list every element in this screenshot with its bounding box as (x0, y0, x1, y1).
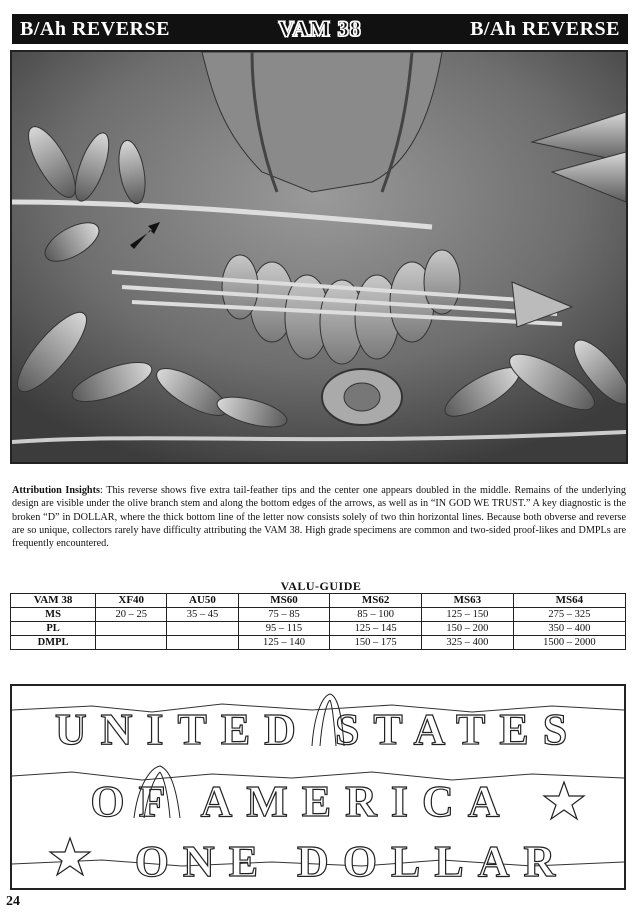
legend-line-2: OF AMERICA (90, 777, 514, 826)
column-header: MS64 (513, 594, 625, 608)
table-cell: 1500 – 2000 (513, 636, 625, 650)
insights-text: : This reverse shows five extra tail-feather tips and the center one appears doubled in the middle. Remains of the underlying design are visible under the olive branch stem and along the bottom edges of the arrows, as well as in “IN GOD WE TRUST.” A key diagnostic is the broken “D” in DOLLAR, where the thick bottom line of the letter now consists solely of two thin horizontal lines. Because both obverse and reverse are so unique, collectors rarely have difficulty attributing the VAM 38. High grade specimens are common and two-sided proof-likes and DMPLs are frequently encountered. (12, 485, 626, 550)
column-header: XF40 (96, 594, 167, 608)
table-cell (167, 636, 238, 650)
table-cell: 85 – 100 (330, 608, 422, 622)
table-cell: 95 – 115 (238, 622, 330, 636)
table-cell: 275 – 325 (513, 608, 625, 622)
table-cell: 125 – 145 (330, 622, 422, 636)
coin-reverse-photo (10, 50, 628, 464)
attribution-insights-paragraph (12, 484, 626, 550)
reverse-legend-diagram (10, 684, 626, 890)
row-label: DMPL (11, 636, 96, 650)
table-cell: 350 – 400 (513, 622, 625, 636)
page-number: 24 (6, 894, 20, 909)
table-row (11, 636, 626, 650)
valu-guide-title: VALU-GUIDE (280, 579, 362, 593)
table-row (11, 608, 626, 622)
table-cell: 150 – 200 (422, 622, 514, 636)
column-header: MS63 (422, 594, 514, 608)
table-cell: 75 – 85 (238, 608, 330, 622)
table-cell (96, 622, 167, 636)
valu-guide-header-row (11, 594, 626, 608)
column-header: MS60 (238, 594, 330, 608)
table-cell: 125 – 140 (238, 636, 330, 650)
valu-guide-table (10, 593, 626, 650)
table-cell (96, 636, 167, 650)
legend-line-1: UNITED STATES (54, 705, 582, 754)
table-cell (167, 622, 238, 636)
table-cell: 125 – 150 (422, 608, 514, 622)
row-label: MS (11, 608, 96, 622)
header-right-title: B/Ah REVERSE (470, 17, 620, 40)
legend-lettering-svg (12, 686, 624, 888)
column-header: AU50 (167, 594, 238, 608)
coin-reverse-photo-illustration (12, 52, 626, 462)
header-left-title: B/Ah REVERSE (20, 17, 170, 40)
page-header (12, 14, 628, 44)
table-cell: 35 – 45 (167, 608, 238, 622)
header-vam-title: VAM 38 (278, 16, 362, 41)
legend-line-3: ONE DOLLAR (134, 837, 570, 886)
table-row (11, 622, 626, 636)
table-cell: 325 – 400 (422, 636, 514, 650)
column-header: VAM 38 (11, 594, 96, 608)
row-label: PL (11, 622, 96, 636)
insights-label: Attribution Insights (12, 485, 100, 496)
table-cell: 20 – 25 (96, 608, 167, 622)
star-icon (544, 782, 584, 819)
star-icon (50, 838, 90, 875)
column-header: MS62 (330, 594, 422, 608)
table-cell: 150 – 175 (330, 636, 422, 650)
